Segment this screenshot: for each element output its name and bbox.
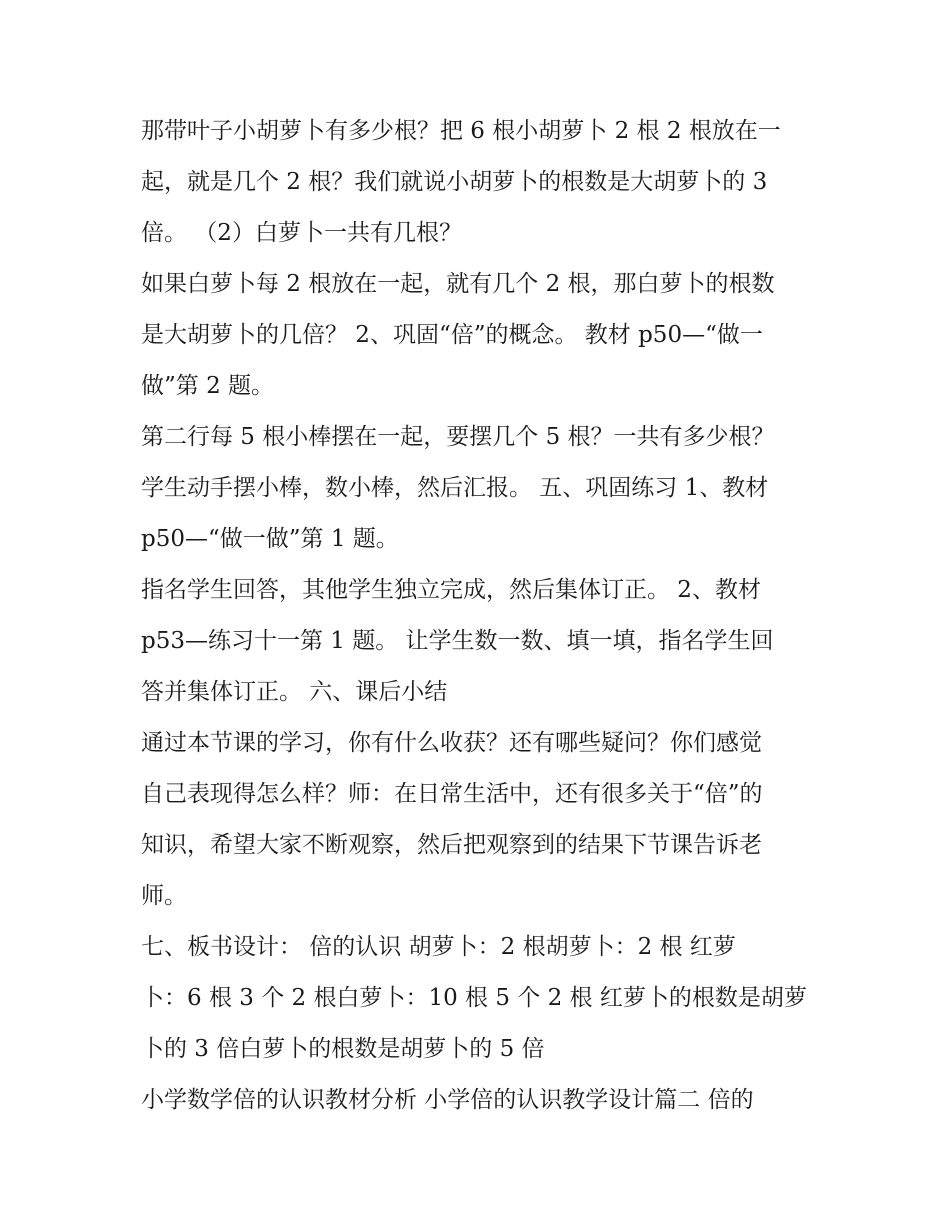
paragraph-carrot-count: [141, 106, 821, 259]
paragraph-practice: [141, 565, 821, 718]
text-line: 那带叶子小胡萝卜有多少根？把 6 根小胡萝卜 2 根 2 根放在一: [141, 118, 781, 144]
text-line: 指名学生回答，其他学生独立完成，然后集体订正。 2、教材: [141, 577, 761, 603]
text-line: 答并集体订正。 六、课后小结: [141, 679, 448, 705]
paragraph-sticks: [141, 412, 821, 565]
text-line: 是大胡萝卜的几倍？ 2、巩固“倍”的概念。 教材 p50—“做一: [141, 322, 763, 348]
text-line: 师。: [141, 883, 187, 909]
text-line: 小学数学倍的认识教材分析 小学倍的认识教学设计篇二 倍的: [141, 1087, 754, 1113]
text-line: 卜的 3 倍白萝卜的根数是胡萝卜的 5 倍: [141, 1036, 545, 1062]
text-line: 自己表现得怎么样？师：在日常生活中，还有很多关于“倍”的: [141, 781, 763, 807]
text-line: 做”第 2 题。: [141, 373, 275, 399]
text-line: 七、板书设计： 倍的认识 胡萝卜：2 根胡萝卜：2 根 红萝: [141, 934, 736, 960]
paragraph-next-section: [141, 1075, 821, 1126]
text-line: 倍。 （2）白萝卜一共有几根？: [141, 220, 462, 246]
text-line: 如果白萝卜每 2 根放在一起，就有几个 2 根，那白萝卜的根数: [141, 271, 775, 297]
text-line: p53—练习十一第 1 题。 让学生数一数、填一填，指名学生回: [141, 628, 774, 654]
paragraph-white-radish: [141, 259, 821, 412]
paragraph-board-design: [141, 922, 821, 1075]
text-line: 第二行每 5 根小棒摆在一起，要摆几个 5 根？一共有多少根？: [141, 424, 775, 450]
paragraph-summary: [141, 718, 821, 922]
text-line: 知识，希望大家不断观察，然后把观察到的结果下节课告诉老: [141, 832, 762, 858]
text-line: 起，就是几个 2 根？我们就说小胡萝卜的根数是大胡萝卜的 3: [141, 169, 768, 195]
document-body: [141, 106, 821, 1126]
text-line: 学生动手摆小棒，数小棒，然后汇报。 五、巩固练习 1、教材: [141, 475, 769, 501]
text-line: 通过本节课的学习，你有什么收获？还有哪些疑问？你们感觉: [141, 730, 762, 756]
text-line: p50—“做一做”第 1 题。: [141, 526, 399, 552]
text-line: 卜：6 根 3 个 2 根白萝卜：10 根 5 个 2 根 红萝卜的根数是胡萝: [141, 985, 807, 1011]
